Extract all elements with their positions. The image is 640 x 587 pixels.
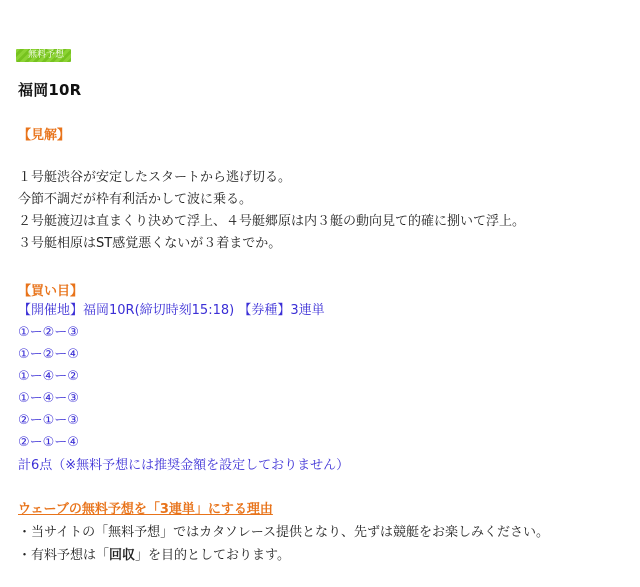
reason-bullet-2-post: 」を目的としております。 — [135, 548, 290, 563]
free-prediction-badge: 無料予想 — [16, 49, 71, 62]
bet-combo-6: ②ー①ー④ — [18, 435, 79, 450]
race-title: 福岡10R — [18, 81, 82, 99]
opinion-line-4: ３号艇相原はST感覚悪くないが３着までか。 — [18, 236, 282, 251]
bet-combo-2: ①ー②ー④ — [18, 347, 79, 362]
reason-bullet-2-bold: 回収 — [109, 548, 136, 563]
bet-combo-4: ①ー④ー③ — [18, 391, 79, 406]
opinion-line-1: １号艇渋谷が安定したスタートから逃げ切る。 — [18, 170, 292, 185]
reason-bullet-2 — [18, 548, 290, 564]
opinion-line-3: ２号艇渡辺は直まくり決めて浮上、４号艇郷原は内３艇の動向見て的確に捌いて浮上。 — [18, 214, 526, 229]
opinion-line-2: 今節不調だが枠有利活かして波に乗る。 — [18, 192, 253, 207]
reason-heading[interactable] — [18, 502, 273, 518]
bets-info: 【開催地】福岡10R(締切時刻15:18) 【券種】3連単 — [18, 303, 325, 318]
bets-total: 計6点（※無料予想には推奨金額を設定しておりません） — [18, 458, 350, 473]
bet-combo-5: ②ー①ー③ — [18, 413, 79, 428]
article-content — [18, 42, 630, 563]
bet-combo-3: ①ー④ー② — [18, 369, 79, 384]
reason-bullet-2-pre: ・有料予想は「 — [18, 548, 110, 563]
reason-bullet-1: ・当サイトの「無料予想」ではカタソレース提供となり、先ずは競艇をお楽しみください。 — [18, 525, 550, 540]
bet-combo-1: ①ー②ー③ — [18, 325, 79, 340]
reason-link[interactable]: ウェーブの無料予想を「3連単」にする理由 — [18, 502, 273, 517]
opinion-heading: 【見解】 — [18, 128, 71, 143]
bets-heading: 【買い目】 — [18, 284, 84, 299]
